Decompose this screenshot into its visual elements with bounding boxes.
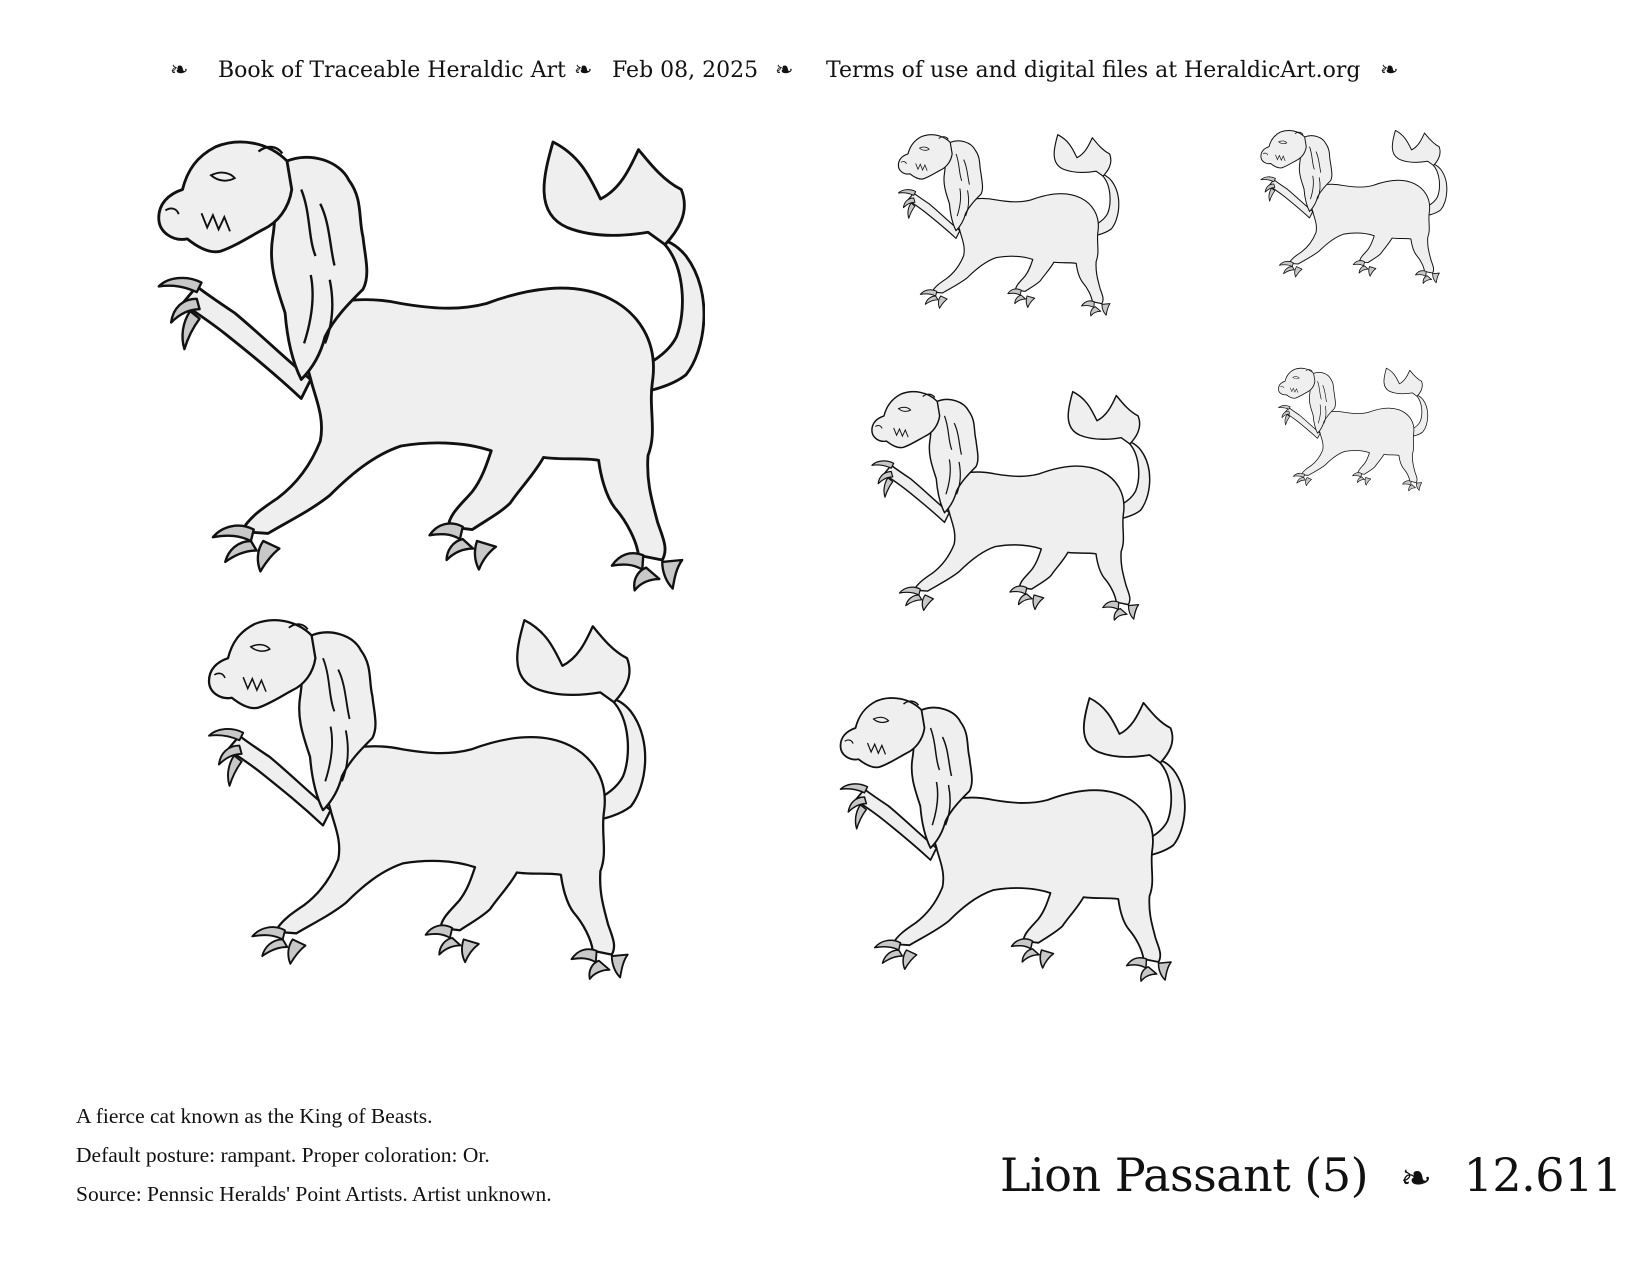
figure-name: Lion Passant (5) bbox=[1000, 1148, 1369, 1202]
source-line: Source: Pennsic Heralds' Point Artists. Artist unknown. bbox=[76, 1182, 552, 1206]
ornament-icon: ❧ bbox=[170, 58, 189, 83]
ornament-icon: ❧ bbox=[1380, 58, 1399, 83]
lion-passant-xxsmall bbox=[1270, 363, 1430, 493]
plate-number: 12.611 bbox=[1463, 1148, 1622, 1202]
page-header bbox=[0, 58, 1650, 92]
lion-passant-small-center bbox=[855, 382, 1155, 624]
lion-passant-medium-right bbox=[823, 686, 1188, 986]
description-line: A fierce cat known as the King of Beasts. bbox=[76, 1104, 433, 1128]
ornament-icon: ❧ bbox=[574, 58, 593, 83]
lion-passant-small-top bbox=[885, 127, 1123, 319]
lion-passant-medium-left bbox=[188, 605, 648, 985]
plate-title bbox=[1000, 1148, 1622, 1218]
ornament-icon: ❧ bbox=[775, 58, 794, 83]
lion-passant-xsmall-top bbox=[1250, 124, 1450, 286]
description bbox=[76, 1097, 552, 1214]
book-title: Book of Traceable Heraldic Art bbox=[218, 58, 566, 83]
description-line: Default posture: rampant. Proper coloration: Or. bbox=[76, 1143, 490, 1167]
ornament-icon: ❧ bbox=[1400, 1156, 1432, 1200]
header-date: Feb 08, 2025 bbox=[612, 58, 759, 83]
lion-passant-large bbox=[135, 123, 705, 598]
terms-text: Terms of use and digital files at HeraldicArt.org bbox=[826, 58, 1361, 83]
